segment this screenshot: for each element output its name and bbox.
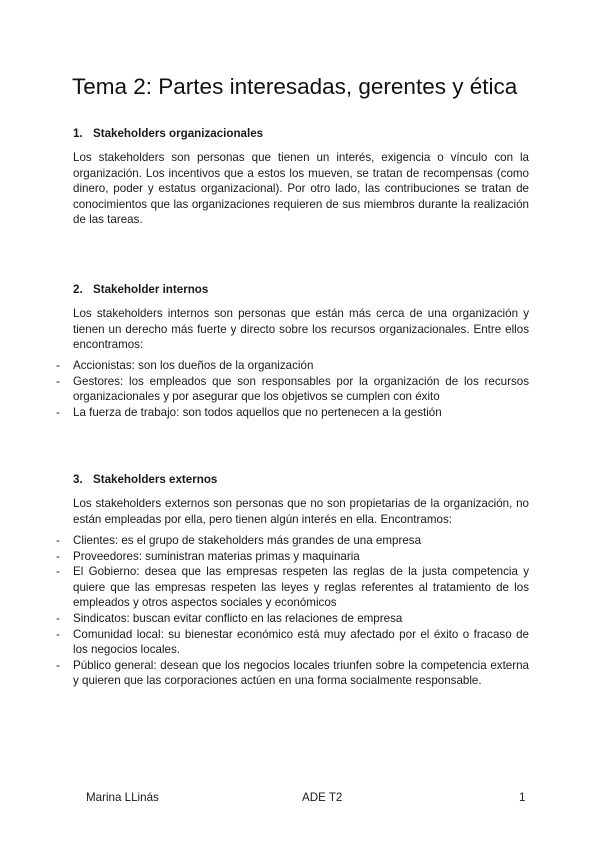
section-number: 1. — [73, 127, 83, 140]
bullet-marker: - — [56, 374, 60, 388]
section-3-paragraph: Los stakeholders externos son personas que no son propietarias de la organización, no están empleadas por ella, pero tienen algún interés en ella. Encontramos: — [73, 497, 529, 526]
list-item — [56, 549, 529, 565]
section-number: 2. — [73, 283, 83, 296]
section-1-paragraph: Los stakeholders son personas que tienen un interés, exigencia o vínculo con la organización. Los incentivos que a estos los mueven, se tratan de recompensas (como dinero, poder y estatus organizacional). Por otro lado, las contribuciones se tratan de conocimientos que las organizaciones requieren de sus miembros durante la realización de las tareas. — [73, 151, 529, 227]
list-item-text: Sindicatos: buscan evitar conflicto en las relaciones de empresa — [73, 611, 403, 625]
list-item — [56, 611, 529, 627]
list-item — [56, 533, 529, 549]
section-3-list — [56, 533, 529, 689]
bullet-marker: - — [56, 359, 60, 372]
list-item — [56, 405, 529, 421]
bullet-marker: - — [56, 658, 60, 672]
section-title: Stakeholders organizacionales — [93, 127, 264, 140]
section-1-heading — [73, 127, 263, 140]
list-item-text: Accionistas: son los dueños de la organización — [73, 359, 314, 372]
bullet-marker: - — [56, 627, 60, 641]
bullet-marker: - — [56, 405, 60, 419]
list-item-text: El Gobierno: desea que las empresas respeten las reglas de la justa competencia y quiere que las empresas respeten las leyes y reglas referentes al tratamiento de los empleados y otros aspectos sociales y económicos — [73, 565, 529, 610]
section-title: Stakeholders externos — [93, 473, 218, 486]
section-title: Stakeholder internos — [93, 283, 209, 296]
list-item — [56, 374, 529, 405]
list-item — [56, 627, 529, 658]
list-item-text: Público general: desean que los negocios locales triunfen sobre la competencia externa y quieren que las corporaciones actúen en una forma socialmente responsable. — [73, 658, 529, 688]
section-2-heading — [73, 283, 208, 296]
page-title: Tema 2: Partes interesadas, gerentes y ética — [72, 74, 518, 99]
bullet-marker: - — [56, 534, 60, 547]
footer-page-number: 1 — [519, 791, 526, 804]
list-item-text: Comunidad local: su bienestar económico está muy afectado por el éxito o fracaso de los negocios locales. — [73, 627, 529, 657]
list-item — [56, 658, 529, 689]
list-item — [56, 358, 529, 374]
section-3-heading — [73, 473, 217, 486]
list-item-text: Gestores: los empleados que son responsables por la organización de los recursos organizacionales y por asegurar que los objetivos se cumplen con éxito — [73, 374, 529, 404]
list-item-text: Proveedores: suministran materias primas y maquinaria — [73, 549, 360, 563]
footer-author: Marina LLinás — [86, 791, 159, 804]
footer-course: ADE T2 — [302, 791, 343, 804]
bullet-marker: - — [56, 611, 60, 625]
bullet-marker: - — [56, 549, 60, 563]
section-2-list — [56, 358, 529, 420]
list-item-text: La fuerza de trabajo: son todos aquellos que no pertenecen a la gestión — [73, 405, 442, 419]
section-2-paragraph: Los stakeholders internos son personas que están más cerca de una organización y tienen un derecho más fuerte y directo sobre los recursos organizacionales. Entre ellos encontramos: — [73, 307, 529, 352]
bullet-marker: - — [56, 565, 60, 579]
list-item — [56, 564, 529, 611]
list-item-text: Clientes: es el grupo de stakeholders más grandes de una empresa — [73, 534, 422, 547]
section-number: 3. — [73, 473, 83, 486]
